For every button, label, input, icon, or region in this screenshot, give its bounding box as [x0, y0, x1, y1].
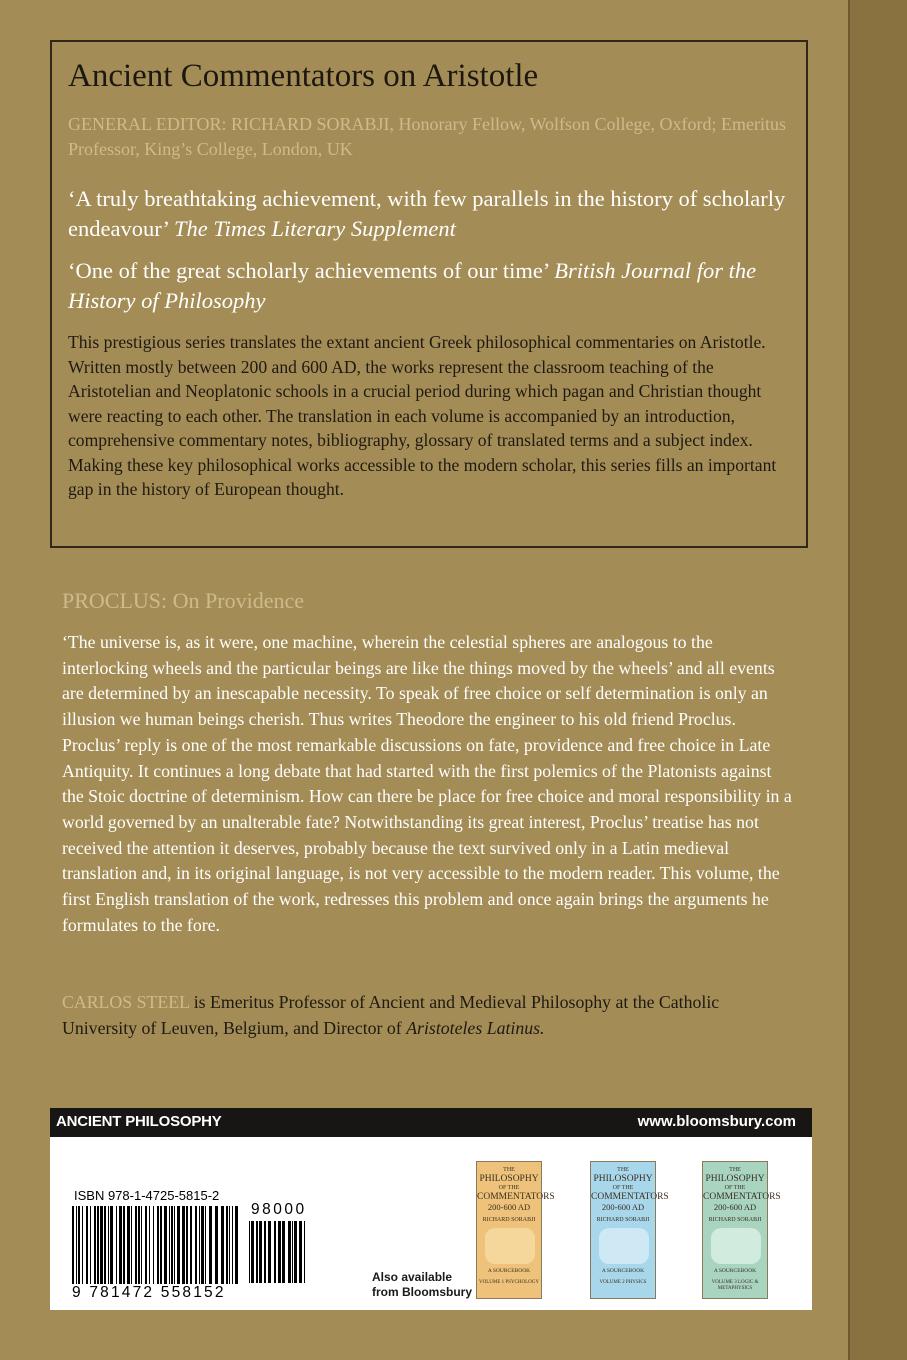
barcode-bar — [235, 1206, 238, 1284]
related-book-3-illustration — [711, 1228, 761, 1264]
isbn-label: ISBN 978-1-4725-5815-2 — [74, 1188, 220, 1203]
related-book-2-illustration — [599, 1228, 649, 1264]
barcode-bar — [209, 1206, 212, 1284]
review-quote-1-text: ‘A truly breathtaking achievement, with few parallels in the history of scholarly endeavour’ — [68, 186, 786, 241]
barcode-bar — [259, 1221, 262, 1283]
barcode-bar — [229, 1206, 230, 1284]
barcode-bar — [264, 1221, 266, 1283]
barcode-bar — [110, 1206, 113, 1284]
related-book-1-subtitle: A SOURCEBOOK — [487, 1268, 531, 1274]
related-book-2-line1: THE — [617, 1167, 629, 1173]
related-book-1-volume: VOLUME 1 PSYCHOLOGY — [478, 1280, 539, 1285]
barcode-bar — [201, 1206, 204, 1284]
barcode-bar — [123, 1206, 125, 1284]
related-book-1-line3: OF THE — [498, 1184, 520, 1191]
barcode-bar — [199, 1206, 200, 1284]
barcode-bar — [278, 1221, 281, 1283]
footer-panel — [50, 1137, 812, 1310]
barcode-bar — [164, 1206, 167, 1284]
general-editor: GENERAL EDITOR: RICHARD SORABJI, Honorary Fellow, Wolfson College, Oxford; Emeritus Professor, King’s College, London, UK — [68, 114, 787, 159]
related-book-2-line4: COMMENTATORS — [591, 1191, 669, 1202]
related-book-1-illustration — [485, 1228, 535, 1264]
isbn-barcode — [72, 1206, 240, 1284]
barcode-bar — [90, 1206, 91, 1284]
related-book-3-line3: OF THE — [724, 1184, 746, 1191]
barcode-bar — [169, 1206, 170, 1284]
related-book-cover-3[interactable] — [702, 1161, 781, 1299]
book-title: PROCLUS: On Providence — [62, 588, 304, 613]
barcode-bar — [116, 1206, 117, 1284]
related-book-1-editor: RICHARD SORABJI — [482, 1217, 536, 1223]
barcode-bar — [153, 1206, 154, 1284]
barcode-bar — [131, 1206, 132, 1284]
barcode-bar — [190, 1206, 192, 1284]
related-book-2-line3: OF THE — [612, 1184, 634, 1191]
barcode-bar — [171, 1206, 173, 1284]
related-book-2-editor: RICHARD SORABJI — [596, 1217, 650, 1223]
barcode-digits: 9 781472 558152 — [72, 1284, 226, 1301]
footer-bar — [50, 1108, 812, 1137]
barcode-bar — [94, 1206, 96, 1284]
barcode-bar — [221, 1206, 224, 1284]
barcode-bar — [186, 1206, 188, 1284]
barcode-bar — [294, 1221, 297, 1283]
related-book-2-line2: PHILOSOPHY — [593, 1174, 653, 1184]
barcode-bar — [251, 1221, 254, 1283]
barcode-bar — [256, 1221, 258, 1283]
related-book-2-line5: 200-600 AD — [601, 1202, 645, 1212]
barcode-bar — [160, 1206, 162, 1284]
barcode-bar — [299, 1221, 302, 1283]
category-label: ANCIENT PHILOSOPHY — [56, 1113, 222, 1130]
price-barcode — [249, 1221, 307, 1283]
barcode-bar — [76, 1206, 77, 1284]
related-book-3-line1: THE — [729, 1167, 741, 1173]
review-quote-2-text: ‘One of the great scholarly achievements of our time’ — [68, 258, 549, 283]
barcode-bar — [232, 1206, 233, 1284]
barcode-bar — [157, 1206, 159, 1284]
related-book-3-volume: VOLUME 3 LOGIC & METAPHYSICS — [711, 1280, 759, 1291]
barcode-bar — [268, 1221, 271, 1283]
barcode-bar — [104, 1206, 106, 1284]
barcode-bar — [119, 1206, 122, 1284]
barcode-bar — [72, 1206, 74, 1284]
spine-strip — [850, 0, 907, 1360]
review-quote-2-source: British Journal for the History of Philosophy — [68, 258, 757, 313]
barcode-bar — [86, 1206, 88, 1284]
barcode-bar — [249, 1221, 250, 1283]
series-description: This prestigious series translates the extant ancient Greek philosophical commentaries on Aristotle. Written mostly between 200 and 600 AD, the works represent the classroom teaching of the Aristotelian and Neoplatonic schools in a crucial period during which pagan and Christian thought were reacting to each other. The translation in each volume is accompanied by an introduction, comprehensive commentary notes, bibliography, glossary of translated terms and a subject index. Making these key philosophical works accessible to the modern scholar, this series fills an important gap in the history of European thought. — [68, 332, 777, 499]
publisher-website: www.bloomsbury.com — [637, 1113, 796, 1130]
related-book-cover-2[interactable] — [590, 1161, 669, 1299]
book-description: ‘The universe is, as it were, one machine, wherein the celestial spheres are analogous to the interlocking wheels and the particular beings are like the things moved by the wheels’ and all events are determined by an inescapable necessity. To speak of free choice or self determination is only an illusion we human beings cherish. Thus writes Theodore the engineer to his old friend Proclus. Proclus’ reply is one of the most remarkable discussions on fate, providence and free choice in Late Antiquity. It continues a long debate that had started with the first polemics of the Platonists against the Stoic doctrine of determinism. How can there be place for free choice and moral responsibility in a world governed by an unalterable fate? Notwithstanding its great interest, Proclus’ treatise has not received the attention it deserves, probably because the text survived only in a Latin medieval translation and, in its original language, is not very accessible to the modern reader. This volume, the first English translation of the work, redresses this problem and once again brings the arguments he formulates to the fore. — [62, 632, 792, 935]
barcode-bar — [195, 1206, 197, 1284]
barcode-bar — [282, 1221, 285, 1283]
related-book-2-subtitle: A SOURCEBOOK — [601, 1268, 645, 1274]
barcode-bar — [215, 1206, 218, 1284]
related-book-3-line2: PHILOSOPHY — [705, 1174, 765, 1184]
barcode-bar — [145, 1206, 147, 1284]
related-book-1-line5: 200-600 AD — [487, 1202, 531, 1212]
review-quote-1 — [68, 184, 788, 244]
barcode-bar — [100, 1206, 103, 1284]
author-bio-italic: Aristoteles Latinus. — [406, 1017, 545, 1038]
series-title: Ancient Commentators on Aristotle — [68, 58, 539, 94]
related-book-cover-1[interactable] — [476, 1161, 555, 1299]
barcode-bar — [292, 1221, 293, 1283]
author-name: CARLOS STEEL — [62, 992, 190, 1012]
barcode-bar — [288, 1221, 291, 1283]
related-book-2-volume: VOLUME 2 PHYSICS — [599, 1280, 647, 1285]
barcode-bar — [82, 1206, 83, 1284]
review-quote-1-source: The Times Literary Supplement — [174, 216, 456, 241]
barcode-bar — [174, 1206, 175, 1284]
also-available-label: Also available from Bloomsbury — [372, 1270, 473, 1299]
author-bio — [62, 990, 797, 1041]
barcode-bar — [97, 1206, 99, 1284]
barcode-bar — [205, 1206, 206, 1284]
series-info-box — [50, 40, 808, 548]
barcode-bar — [108, 1206, 109, 1284]
related-book-1-line2: PHILOSOPHY — [479, 1174, 539, 1184]
barcode-bar — [274, 1221, 276, 1283]
review-quote-2 — [68, 256, 788, 316]
barcode-bar — [304, 1221, 305, 1283]
author-bio-text: is Emeritus Professor of Ancient and Medieval Philosophy at the Catholic University of Leuven, Belgium, and Director of — [62, 992, 720, 1038]
related-book-1-line1: THE — [503, 1167, 515, 1173]
barcode-bar — [141, 1206, 142, 1284]
related-book-3-subtitle: A SOURCEBOOK — [713, 1268, 757, 1274]
barcode-bar — [78, 1206, 80, 1284]
related-book-3-editor: RICHARD SORABJI — [708, 1217, 762, 1223]
related-book-3-line5: 200-600 AD — [713, 1202, 757, 1212]
related-book-1-line4: COMMENTATORS — [477, 1191, 555, 1202]
related-book-3-line4: COMMENTATORS — [703, 1191, 781, 1202]
barcode-bar — [182, 1206, 185, 1284]
barcode-bar — [135, 1206, 137, 1284]
barcode-bar — [127, 1206, 130, 1284]
barcode-bar — [177, 1206, 180, 1284]
barcode-bar — [149, 1206, 150, 1284]
barcode-bar — [138, 1206, 140, 1284]
barcode-bar — [226, 1206, 228, 1284]
price-code: 98000 — [251, 1201, 307, 1218]
